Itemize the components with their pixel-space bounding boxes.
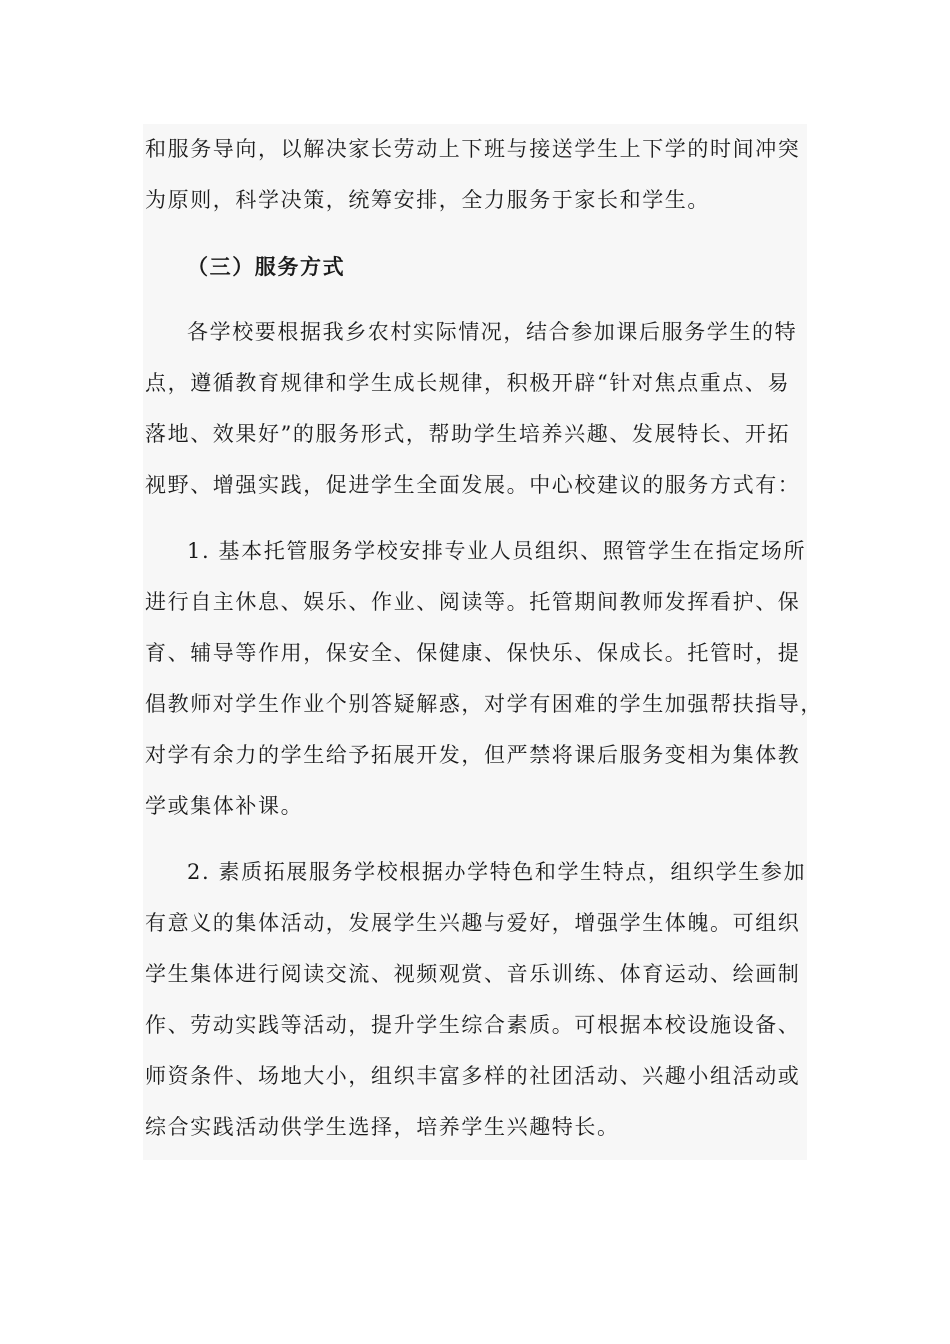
text-line: 作、劳动实践等活动，提升学生综合素质。可根据本校设施设备、 (145, 1013, 801, 1037)
text-line: 进行自主休息、娱乐、作业、阅读等。托管期间教师发挥看护、保 (145, 590, 801, 614)
text-line: 综合实践活动供学生选择，培养学生兴趣特长。 (145, 1115, 620, 1139)
item-2-paragraph (145, 847, 805, 1153)
text-line: 育、辅导等作用，保安全、保健康、保快乐、保成长。托管时，提 (145, 641, 801, 665)
text-line: 倡教师对学生作业个别答疑解惑，对学有困难的学生加强帮扶指导， (145, 692, 823, 716)
text-line: 师资条件、场地大小，组织丰富多样的社团活动、兴趣小组活动或 (145, 1064, 801, 1088)
item-1-paragraph (145, 526, 823, 832)
paragraph-continuation (145, 124, 805, 226)
text-line: 视野、增强实践，促进学生全面发展。中心校建议的服务方式有： (145, 473, 801, 497)
text-line: 学或集体补课。 (145, 794, 304, 818)
text-line: 1. 基本托管服务学校安排专业人员组织、照管学生在指定场所 (187, 539, 807, 563)
text-line: 为原则，科学决策，统筹安排，全力服务于家长和学生。 (145, 188, 710, 212)
document-body (145, 124, 823, 1153)
text-line: 落地、效果好”的服务形式，帮助学生培养兴趣、发展特长、开拓 (145, 422, 791, 446)
text-line: 点，遵循教育规律和学生成长规律，积极开辟“针对焦点重点、易 (145, 371, 791, 395)
intro-paragraph (145, 307, 805, 511)
text-line: 和服务导向，以解决家长劳动上下班与接送学生上下学的时间冲突 (145, 137, 801, 161)
text-line: 学生集体进行阅读交流、视频观赏、音乐训练、体育运动、绘画制 (145, 962, 801, 986)
text-line: 对学有余力的学生给予拓展开发，但严禁将课后服务变相为集体教 (145, 743, 801, 767)
text-line: 各学校要根据我乡农村实际情况，结合参加课后服务学生的特 (187, 320, 798, 344)
text-line: 有意义的集体活动，发展学生兴趣与爱好，增强学生体魄。可组织 (145, 911, 801, 935)
section-heading: （三）服务方式 (187, 254, 346, 279)
text-line: 2. 素质拓展服务学校根据办学特色和学生特点，组织学生参加 (187, 860, 807, 884)
